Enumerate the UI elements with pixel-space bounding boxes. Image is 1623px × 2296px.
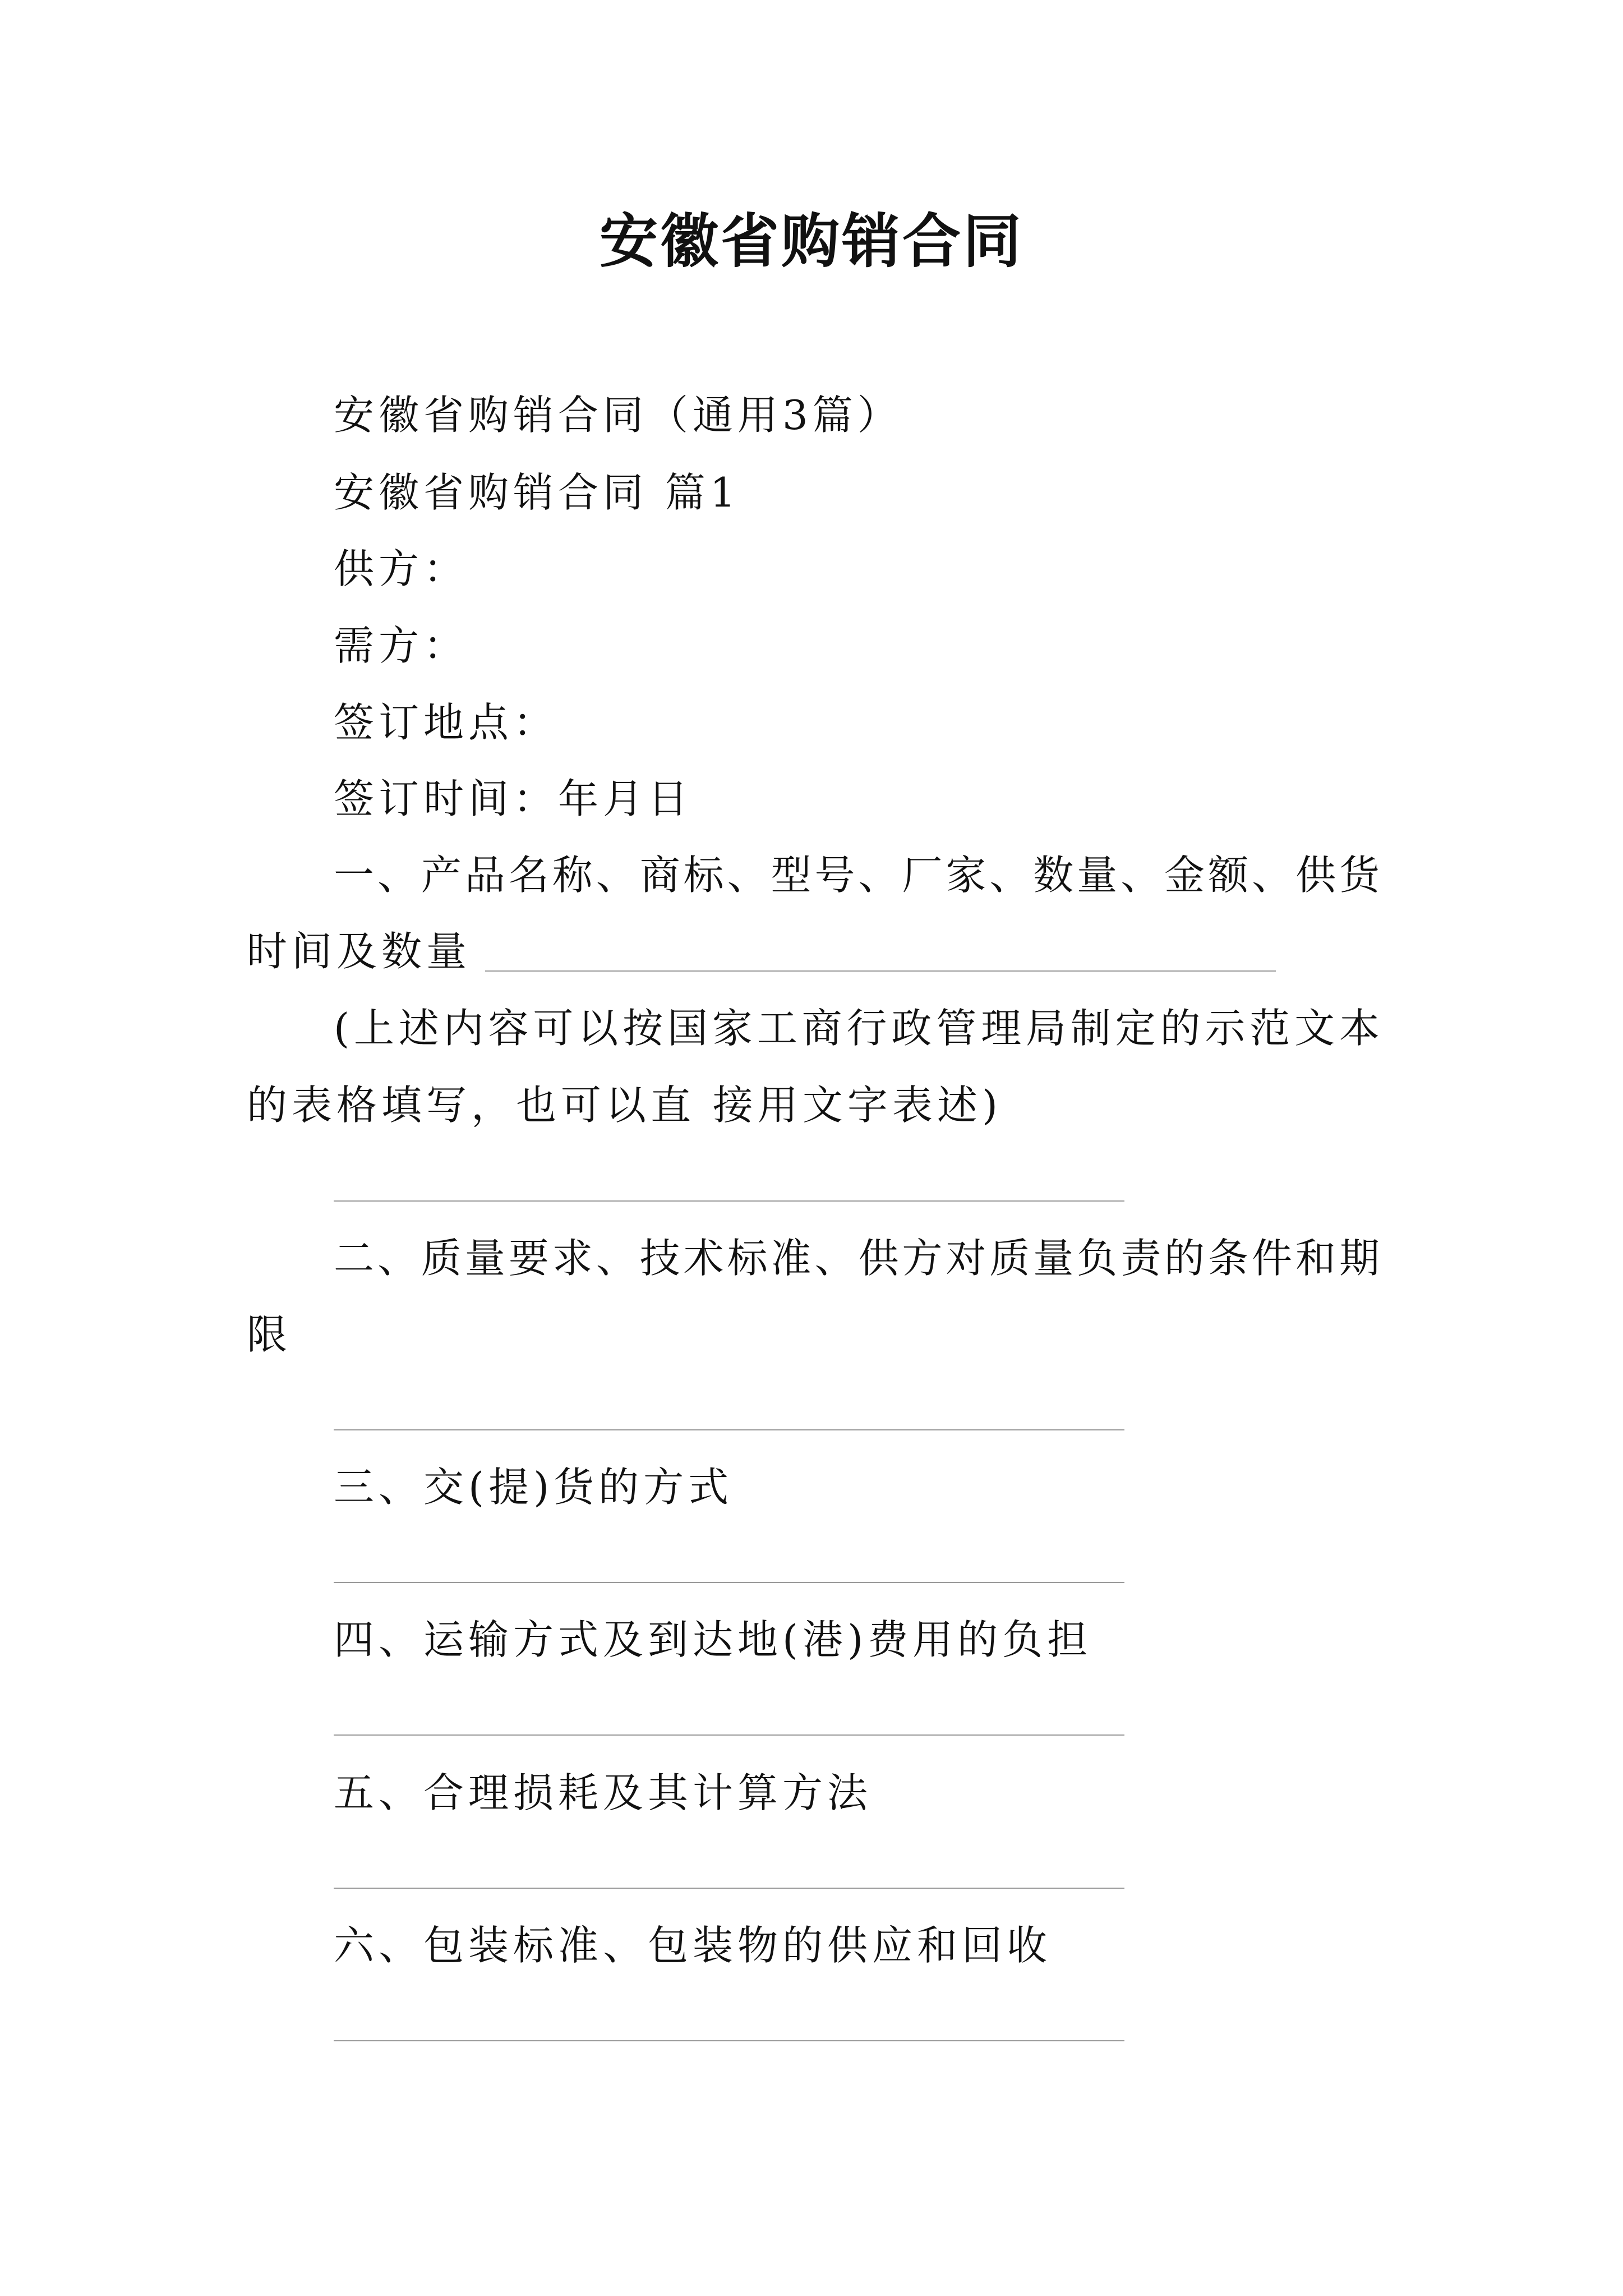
clause-2-line-2: 限: [247, 1311, 292, 1358]
buyer-label: 需方：: [334, 622, 469, 669]
clause-1-line-2: 时间及数量: [247, 928, 472, 975]
clause-1-fill-line: [485, 970, 1276, 972]
fill-line-6: [334, 2040, 1124, 2041]
clause-6: 六、包装标准、包装物的供应和回收: [334, 1922, 1052, 1969]
note-line-2: 的表格填写，也可以直 接用文字表述): [247, 1082, 1002, 1129]
document-title: 安徽省购销合同: [599, 206, 1023, 275]
fill-line-3: [334, 1582, 1124, 1583]
clause-3: 三、交(提)货的方式: [334, 1464, 734, 1511]
fill-line-5: [334, 1888, 1124, 1889]
fill-line-4: [334, 1734, 1124, 1736]
clause-2-line-1: 二、质量要求、技术标准、供方对质量负责的条件和期: [334, 1235, 1380, 1282]
subtitle-part1: 安徽省购销合同 篇1: [334, 469, 740, 516]
clause-5: 五、合理损耗及其计算方法: [334, 1769, 873, 1816]
sign-time-label: 签订时间：年月日: [334, 775, 693, 822]
clause-4: 四、运输方式及到达地(港)费用的负担: [334, 1616, 1092, 1663]
note-line-1: (上述内容可以按国家工商行政管理局制定的示范文本: [334, 1005, 1380, 1052]
subtitle-general: 安徽省购销合同（通用3篇）: [334, 392, 902, 439]
fill-line-2: [334, 1429, 1124, 1430]
fill-line-1: [334, 1200, 1124, 1202]
sign-place-label: 签订地点：: [334, 699, 559, 746]
supplier-label: 供方：: [334, 545, 469, 592]
clause-1-line-1: 一、产品名称、商标、型号、厂家、数量、金额、供货: [334, 852, 1380, 899]
